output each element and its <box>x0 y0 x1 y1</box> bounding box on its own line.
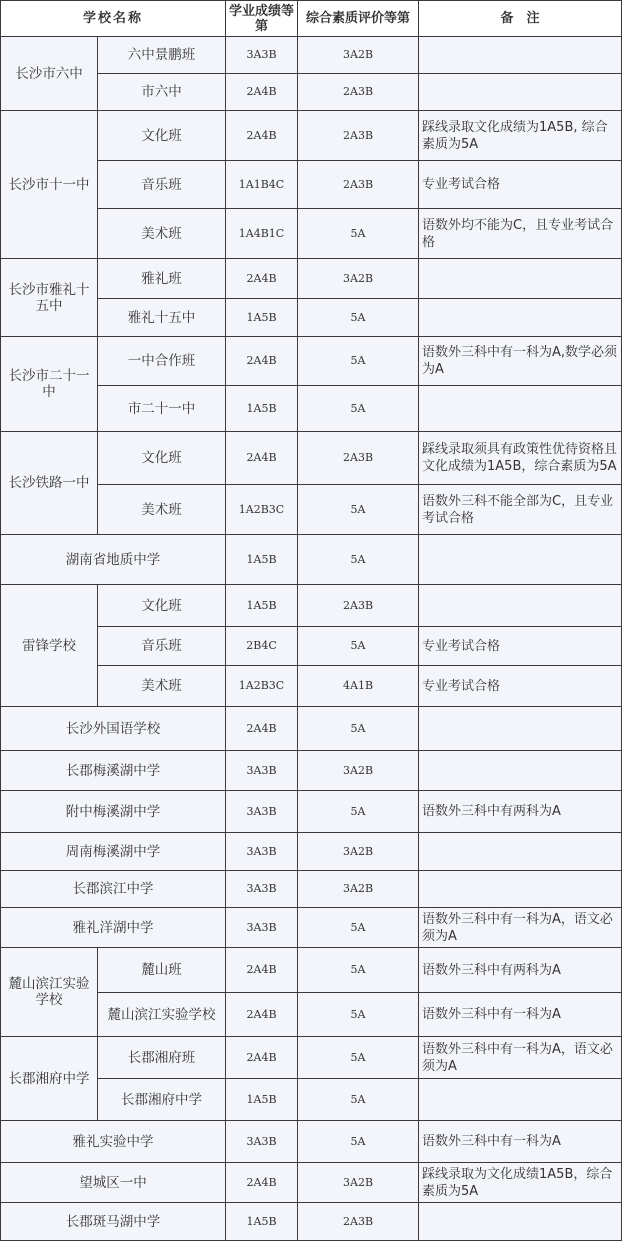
quality-grade: 3A2B <box>298 833 419 871</box>
table-row <box>1 585 622 627</box>
quality-grade: 5A <box>298 627 419 666</box>
quality-grade: 5A <box>298 299 419 337</box>
school-name: 长郡斑马湖中学 <box>1 1203 226 1241</box>
quality-grade: 2A3B <box>298 74 419 111</box>
school-name: 长沙外国语学校 <box>1 707 226 751</box>
quality-grade: 3A2B <box>298 871 419 908</box>
class-name: 雅礼十五中 <box>98 299 226 337</box>
academic-grade: 3A3B <box>226 908 298 948</box>
class-name: 长郡湘府中学 <box>98 1079 226 1121</box>
remark: 专业考试合格 <box>419 666 622 707</box>
remark <box>419 833 622 871</box>
academic-grade: 3A3B <box>226 791 298 833</box>
school-name: 雅礼实验中学 <box>1 1121 226 1163</box>
remark <box>419 37 622 74</box>
table-row <box>1 751 622 791</box>
quality-grade: 5A <box>298 993 419 1037</box>
table-row <box>1 871 622 908</box>
class-name: 文化班 <box>98 585 226 627</box>
remark <box>419 1079 622 1121</box>
remark <box>419 259 622 299</box>
remark: 专业考试合格 <box>419 627 622 666</box>
class-name: 美术班 <box>98 209 226 259</box>
quality-grade: 5A <box>298 908 419 948</box>
academic-grade: 1A5B <box>226 535 298 585</box>
academic-grade: 1A5B <box>226 386 298 432</box>
class-name: 麓山班 <box>98 948 226 993</box>
remark: 语数外三科中有一科为A，语文必须为A <box>419 1037 622 1079</box>
academic-grade: 1A2B3C <box>226 485 298 535</box>
remark <box>419 535 622 585</box>
school-name: 长沙市六中 <box>1 37 98 111</box>
class-name: 一中合作班 <box>98 337 226 386</box>
quality-grade: 5A <box>298 535 419 585</box>
school-name: 麓山滨江实验学校 <box>1 948 98 1037</box>
school-name: 长郡滨江中学 <box>1 871 226 908</box>
remark: 语数外三科不能全部为C，且专业考试合格 <box>419 485 622 535</box>
academic-grade: 2A4B <box>226 1163 298 1203</box>
table-row <box>1 337 622 386</box>
quality-grade: 5A <box>298 485 419 535</box>
quality-grade: 3A2B <box>298 37 419 74</box>
class-name: 市六中 <box>98 74 226 111</box>
class-name: 美术班 <box>98 485 226 535</box>
class-name: 雅礼班 <box>98 259 226 299</box>
table-row <box>1 535 622 585</box>
academic-grade: 3A3B <box>226 751 298 791</box>
academic-grade: 2A4B <box>226 432 298 485</box>
remark: 语数外三科中有一科为A <box>419 993 622 1037</box>
quality-grade: 5A <box>298 948 419 993</box>
academic-grade: 2A4B <box>226 993 298 1037</box>
quality-grade: 3A2B <box>298 1163 419 1203</box>
academic-grade: 2A4B <box>226 337 298 386</box>
academic-grade: 1A2B3C <box>226 666 298 707</box>
remark: 语数外三科中有一科为A <box>419 1121 622 1163</box>
table-row <box>1 432 622 485</box>
quality-grade: 5A <box>298 707 419 751</box>
quality-grade: 2A3B <box>298 432 419 485</box>
table-row <box>1 1203 622 1241</box>
remark <box>419 585 622 627</box>
school-name: 雅礼洋湖中学 <box>1 908 226 948</box>
academic-grade: 1A5B <box>226 299 298 337</box>
table-row <box>1 259 622 299</box>
quality-grade: 5A <box>298 386 419 432</box>
header-row <box>1 1 622 37</box>
quality-grade: 2A3B <box>298 111 419 161</box>
remark: 踩线录取为文化成绩1A5B，综合素质为5A <box>419 1163 622 1203</box>
remark: 语数外均不能为C，且专业考试合格 <box>419 209 622 259</box>
academic-grade: 1A4B1C <box>226 209 298 259</box>
table-row <box>1 37 622 74</box>
remark <box>419 299 622 337</box>
remark: 踩线录取文化成绩为1A5B, 综合素质为5A <box>419 111 622 161</box>
table-row <box>1 1121 622 1163</box>
quality-grade: 5A <box>298 337 419 386</box>
class-name: 美术班 <box>98 666 226 707</box>
quality-grade: 5A <box>298 1037 419 1079</box>
header-school: 学校名称 <box>1 1 226 37</box>
remark <box>419 386 622 432</box>
quality-grade: 3A2B <box>298 751 419 791</box>
table-row <box>1 833 622 871</box>
school-name: 雷锋学校 <box>1 585 98 707</box>
quality-grade: 5A <box>298 1121 419 1163</box>
quality-grade: 5A <box>298 1079 419 1121</box>
academic-grade: 3A3B <box>226 871 298 908</box>
remark <box>419 74 622 111</box>
school-name: 长沙市十一中 <box>1 111 98 259</box>
table-row <box>1 1037 622 1079</box>
academic-grade: 2A4B <box>226 259 298 299</box>
table-row <box>1 111 622 161</box>
remark: 语数外三科中有两科为A <box>419 791 622 833</box>
school-name: 长郡湘府中学 <box>1 1037 98 1121</box>
class-name: 六中景鹏班 <box>98 37 226 74</box>
academic-grade: 1A5B <box>226 1203 298 1241</box>
remark <box>419 751 622 791</box>
table-row <box>1 908 622 948</box>
school-name: 湖南省地质中学 <box>1 535 226 585</box>
quality-grade: 4A1B <box>298 666 419 707</box>
school-name: 长沙铁路一中 <box>1 432 98 535</box>
academic-grade: 1A5B <box>226 1079 298 1121</box>
remark <box>419 707 622 751</box>
table-row <box>1 707 622 751</box>
quality-grade: 3A2B <box>298 259 419 299</box>
academic-grade: 3A3B <box>226 833 298 871</box>
remark: 专业考试合格 <box>419 161 622 209</box>
school-name: 长沙市雅礼十五中 <box>1 259 98 337</box>
academic-grade: 2A4B <box>226 707 298 751</box>
header-remark: 备 注 <box>419 1 622 37</box>
academic-grade: 1A5B <box>226 585 298 627</box>
academic-grade: 3A3B <box>226 1121 298 1163</box>
remark: 踩线录取须具有政策性优待资格且文化成绩为1A5B，综合素质为5A <box>419 432 622 485</box>
remark <box>419 871 622 908</box>
header-academic: 学业成绩等第 <box>226 1 298 37</box>
class-name: 音乐班 <box>98 161 226 209</box>
academic-grade: 2B4C <box>226 627 298 666</box>
school-name: 周南梅溪湖中学 <box>1 833 226 871</box>
class-name: 文化班 <box>98 111 226 161</box>
academic-grade: 2A4B <box>226 948 298 993</box>
academic-grade: 2A4B <box>226 74 298 111</box>
table-row <box>1 791 622 833</box>
school-name: 长沙市二十一中 <box>1 337 98 432</box>
quality-grade: 2A3B <box>298 585 419 627</box>
school-name: 附中梅溪湖中学 <box>1 791 226 833</box>
class-name: 音乐班 <box>98 627 226 666</box>
academic-grade: 1A1B4C <box>226 161 298 209</box>
school-name: 长郡梅溪湖中学 <box>1 751 226 791</box>
class-name: 市二十一中 <box>98 386 226 432</box>
academic-grade: 2A4B <box>226 111 298 161</box>
school-name: 望城区一中 <box>1 1163 226 1203</box>
academic-grade: 2A4B <box>226 1037 298 1079</box>
quality-grade: 5A <box>298 791 419 833</box>
remark: 语数外三科中有一科为A，语文必须为A <box>419 908 622 948</box>
class-name: 文化班 <box>98 432 226 485</box>
header-quality: 综合素质评价等第 <box>298 1 419 37</box>
quality-grade: 5A <box>298 209 419 259</box>
class-name: 麓山滨江实验学校 <box>98 993 226 1037</box>
remark <box>419 1203 622 1241</box>
academic-grade: 3A3B <box>226 37 298 74</box>
table-row <box>1 948 622 993</box>
class-name: 长郡湘府班 <box>98 1037 226 1079</box>
remark: 语数外三科中有两科为A <box>419 948 622 993</box>
table-row <box>1 1163 622 1203</box>
quality-grade: 2A3B <box>298 161 419 209</box>
quality-grade: 2A3B <box>298 1203 419 1241</box>
remark: 语数外三科中有一科为A,数学必须为A <box>419 337 622 386</box>
